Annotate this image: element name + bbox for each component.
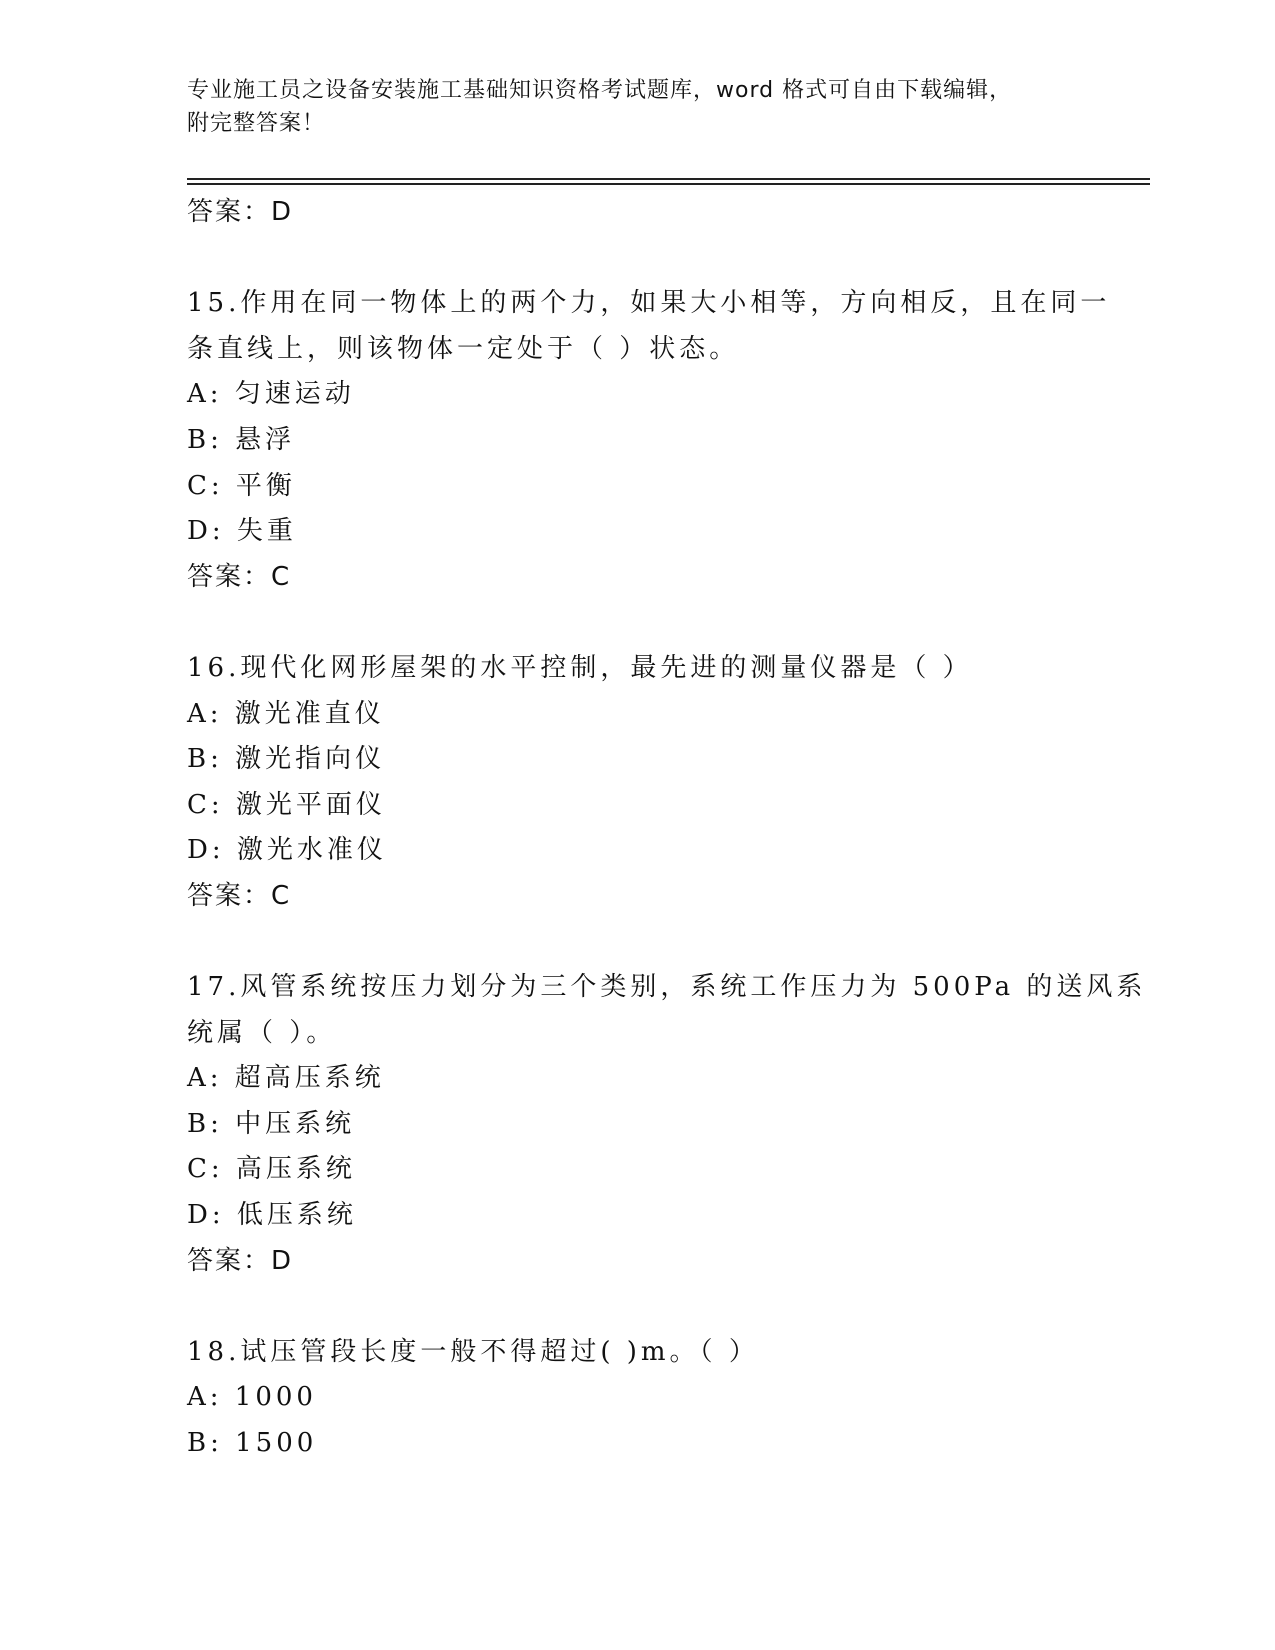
option-a: A: 激光准直仪 — [187, 698, 385, 729]
spacer — [187, 920, 1087, 966]
option-a: A: 超高压系统 — [187, 1063, 385, 1094]
previous-answer: 答案：D — [187, 197, 294, 227]
option-d: D: 低压系统 — [187, 1200, 357, 1231]
option-d: D: 激光水准仪 — [187, 835, 387, 866]
option-b: B: 悬浮 — [187, 424, 296, 455]
option-c: C: 高压系统 — [187, 1154, 356, 1185]
question-list — [187, 190, 1147, 1467]
question-stem-line: 17.风管系统按压力划分为三个类别，系统工作压力为 500Pa 的送风系 — [187, 972, 1147, 1003]
option-c: C: 平衡 — [187, 470, 296, 501]
answer: 答案：D — [187, 1245, 294, 1276]
header-line-1: 专业施工员之设备安装施工基础知识资格考试题库，word 格式可自由下载编辑， — [187, 78, 1013, 103]
spacer — [187, 1284, 1087, 1330]
question-16 — [187, 646, 1087, 920]
option-b: B: 中压系统 — [187, 1108, 356, 1139]
question-stem-line: 15.作用在同一物体上的两个力，如果大小相等，方向相反，且在同一 — [187, 288, 1111, 319]
question-15 — [187, 281, 1111, 600]
option-a: A: 匀速运动 — [187, 379, 355, 410]
question-stem-line: 16.现代化网形屋架的水平控制，最先进的测量仪器是（ ） — [187, 652, 973, 683]
option-b: B: 激光指向仪 — [187, 744, 386, 775]
answer: 答案：C — [187, 561, 292, 592]
spacer — [187, 236, 1087, 282]
option-d: D: 失重 — [187, 516, 297, 547]
header-divider-bottom — [187, 183, 1150, 185]
option-b: B: 1500 — [187, 1428, 318, 1459]
page-header — [187, 74, 1087, 140]
question-stem-line: 统属（ ）。 — [187, 1017, 337, 1048]
question-18 — [187, 1330, 1087, 1467]
answer: 答案：C — [187, 880, 292, 911]
header-divider-top — [187, 178, 1150, 180]
question-stem-line: 18.试压管段长度一般不得超过( )m。（ ） — [187, 1336, 759, 1367]
header-line-2: 附完整答案！ — [187, 111, 326, 136]
question-17 — [187, 965, 1147, 1284]
question-stem-line: 条直线上，则该物体一定处于（ ）状态。 — [187, 333, 740, 364]
option-a: A: 1000 — [187, 1382, 317, 1413]
spacer — [187, 600, 1087, 646]
option-c: C: 激光平面仪 — [187, 789, 386, 820]
